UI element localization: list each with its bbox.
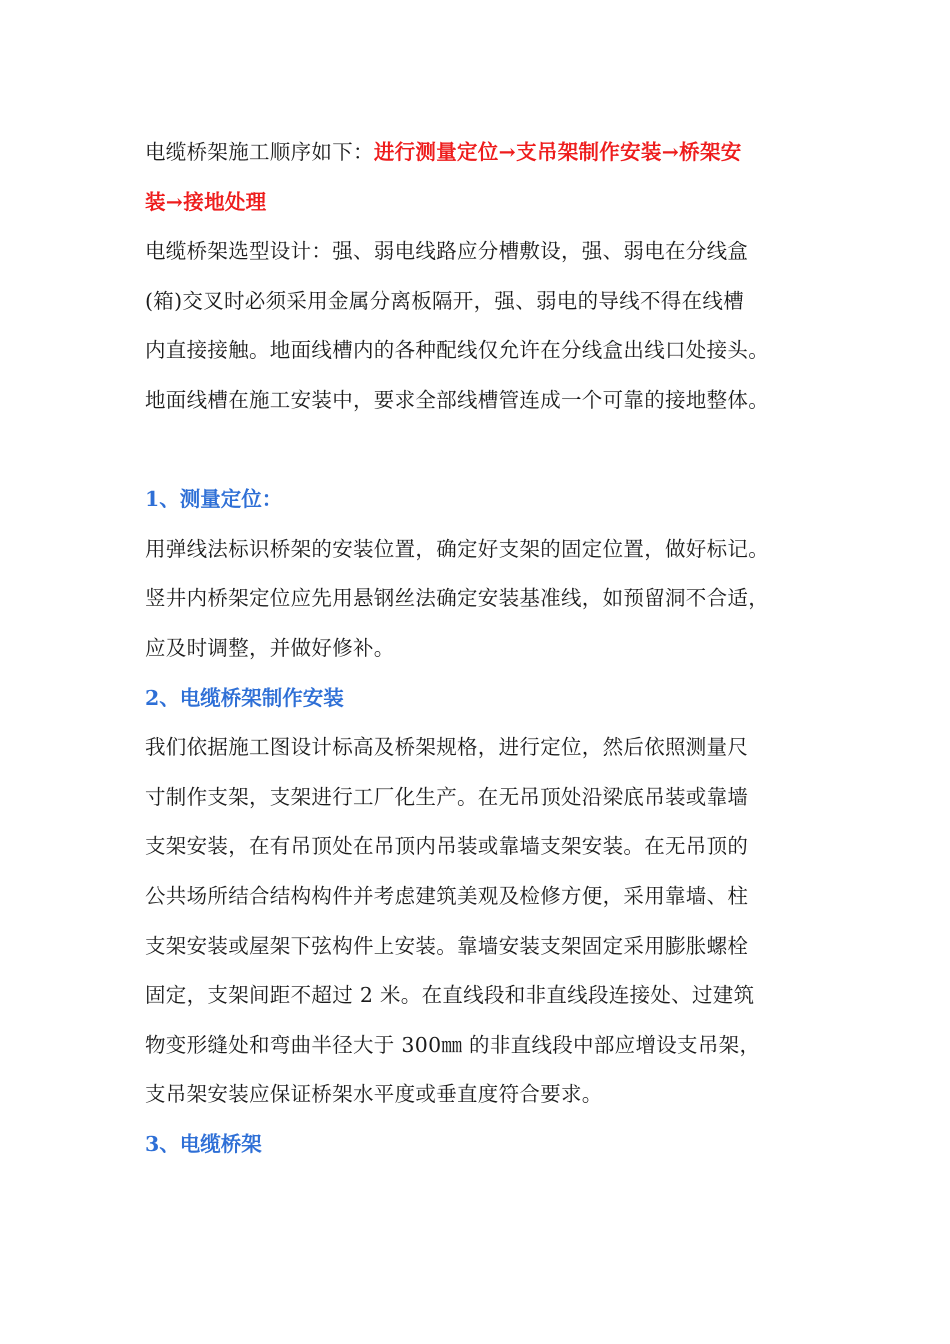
section-1-line-3: 应及时调整，并做好修补。 [145,635,395,660]
section-2-heading: 2、电缆桥架制作安装 [145,685,344,710]
section-2-line-1: 我们依据施工图设计标高及桥架规格，进行定位，然后依照测量尺 [145,735,749,760]
design-line-1: 电缆桥架选型设计：强、弱电线路应分槽敷设，强、弱电在分线盒 [145,239,749,264]
section-2-line-2: 寸制作支架，支架进行工厂化生产。在无吊顶处沿梁底吊装或靠墙 [145,784,749,809]
section-2-line-6: 固定，支架间距不超过 2 米。在直线段和非直线段连接处、过建筑 [145,983,755,1008]
section-1-heading: 1、测量定位： [145,487,283,512]
section-3-heading: 3、电缆桥架 [145,1131,262,1156]
section-2-line-5: 支架安装或屋架下弦构件上安装。靠墙安装支架固定采用膨胀螺栓 [145,933,749,958]
section-2-line-7: 物变形缝处和弯曲半径大于 300㎜ 的非直线段中部应增设支吊架， [145,1032,761,1057]
document-page [145,128,805,1169]
sequence-steps-part2: 装→接地处理 [145,189,267,214]
section-2-line-8: 支吊架安装应保证桥架水平度或垂直度符合要求。 [145,1082,603,1107]
section-1-line-2: 竖井内桥架定位应先用悬钢丝法确定安装基准线，如预留洞不合适， [145,586,769,611]
design-line-4: 地面线槽在施工安装中，要求全部线槽管连成一个可靠的接地整体。 [145,387,769,412]
design-line-3: 内直接接触。地面线槽内的各种配线仅允许在分线盒出线口处接头。 [145,338,769,363]
sequence-label: 电缆桥架施工顺序如下： [145,140,374,164]
spacer [145,426,805,476]
section-2-line-4: 公共场所结合结构构件并考虑建筑美观及检修方便，采用靠墙、柱 [145,883,749,908]
section-1-line-1: 用弹线法标识桥架的安装位置，确定好支架的固定位置，做好标记。 [145,536,769,561]
sequence-line-1 [145,128,805,178]
section-2-line-3: 支架安装，在有吊顶处在吊顶内吊装或靠墙支架安装。在无吊顶的 [145,834,749,859]
design-line-2: (箱)交叉时必须采用金属分离板隔开，强、弱电的导线不得在线槽 [145,288,744,313]
sequence-steps-part1: 进行测量定位→支吊架制作安装→桥架安 [373,140,742,164]
